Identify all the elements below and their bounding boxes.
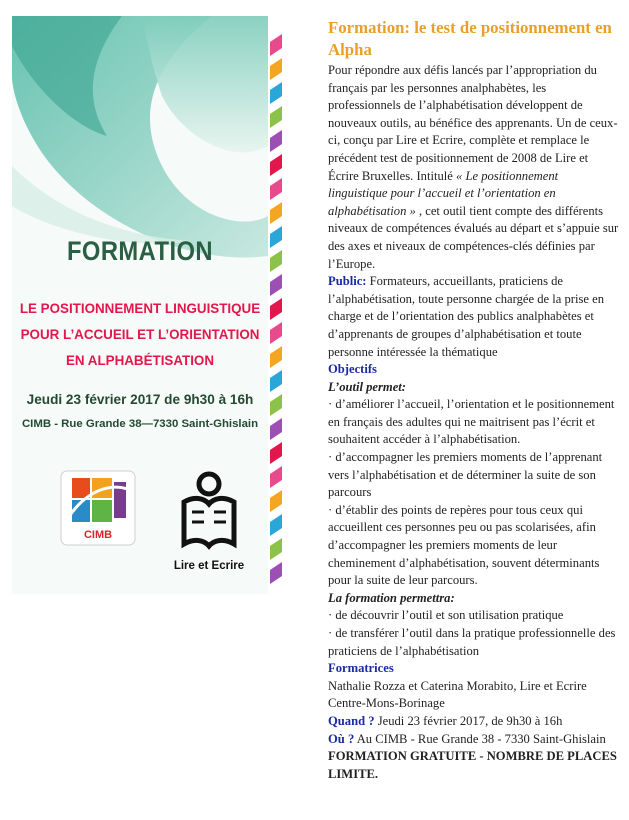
formatrices-text: Nathalie Rozza et Caterina Morabito, Lire et Ecrire Centre-Mons-Borinage [328,678,587,711]
public-paragraph [328,273,620,361]
formation-item: · de découvrir l’outil et son utilisation pratique [328,608,564,623]
article [328,17,620,783]
ou-paragraph [328,731,620,749]
formation-flyer [12,16,284,594]
flyer-title [12,296,268,374]
intro-quote: « Le positionnement linguistique pour l’accueil et l’orientation en alphabétisation » [328,168,559,218]
ou-text: Au CIMB - Rue Grande 38 - 7330 Saint-Ghislain [354,731,606,746]
intro-text: Pour répondre aux défis lancés par l’appropriation du français par les personnes analphabètes, les professionnels de l’alphabétisation développent de nouveaux outils, au bénéfice des apprenants. Un de ceux-ci, conçu par Lire et Ecrire, complète et remplace le précédent test de positionnement de 2008 de Lire et Écrire Bruxelles. Intitulé [328,63,618,183]
flyer-title-line: POUR L’ACCUEIL ET L’ORIENTATION [20,327,260,342]
flyer-date: Jeudi 23 février 2017 de 9h30 à 16h [26,392,254,407]
quand-text: Jeudi 23 février 2017, de 9h30 à 16h [374,713,563,728]
outil-item: · d’établir des points de repères pour tous ceux qui accueillent ces personnes peu ou pas scolarisées, afin d’accompagner les premiers moments de leur cheminement d’alphabétisation, souvent déterminants pour la suite de leur parcours. [328,502,600,588]
formation-subheading: La formation permettra: [328,590,455,605]
intro-text-end: , cet outil tient compte des différents niveaux de compétences évalués au départ et s’appuie sur des axes et niveaux de compétences-clés définies par l’Europe. [328,203,619,271]
flyer-heading: FORMATION [66,236,214,266]
outil-subheading: L’outil permet: [328,379,407,394]
cimb-logo [58,468,138,548]
lire-et-ecrire-logo [168,466,250,576]
flyer-title-line: LE POSITIONNEMENT LINGUISTIQUE [19,301,261,316]
flyer-color-stripes [268,16,284,594]
ou-label: Où ? [328,731,355,746]
quand-paragraph [328,713,620,731]
closing-note: FORMATION GRATUITE - NOMBRE DE PLACES LIMITE. [328,749,617,781]
lire-et-ecrire-logo-text: Lire et Ecrire [173,560,245,572]
article-title: Formation: le test de positionnement en Alpha [328,18,612,59]
article-intro [328,62,620,273]
public-label: Public: [328,274,367,289]
flyer-place: CIMB - Rue Grande 38—7330 Saint-Ghislain [21,418,259,430]
formation-item: · de transférer l’outil dans la pratique professionnelle des praticiens de l’alphabétisation [328,626,616,658]
public-text: Formateurs, accueillants, praticiens de l’alphabétisation, toute personne chargée de la prise en charge et de l’orientation des publics analphabètes et d’apprenants de groupes d’alphabétisation et toute personne intéressée la thématique [328,274,605,359]
flyer-title-line: EN ALPHABÉTISATION [65,353,215,368]
cimb-logo-text: CIMB [83,529,113,541]
formatrices-heading: Formatrices [328,661,394,676]
quand-label: Quand ? [328,713,375,728]
outil-item: · d’améliorer l’accueil, l’orientation et le positionnement en français des adultes qui ne maitrisent pas l’écrit et souhaitent accéder à l’alphabétisation. [328,397,615,447]
objectifs-heading: Objectifs [328,362,377,377]
outil-item: · d’accompagner les premiers moments de l’apprenant vers l’alphabétisation et de déterminer la suite de son parcours [328,450,603,500]
